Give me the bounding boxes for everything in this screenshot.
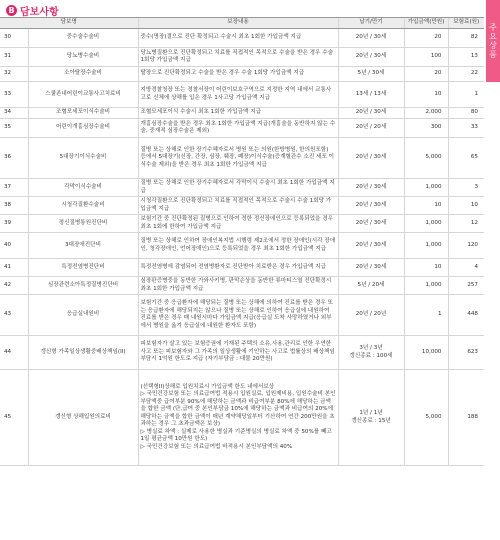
row-amount: 1,000 [404, 277, 448, 295]
row-premium: 22 [448, 67, 484, 82]
row-amount: 1,000 [404, 179, 448, 197]
table-row [0, 336, 484, 370]
row-period: 20년 / 30세 [338, 138, 404, 179]
table-row [0, 179, 484, 197]
row-name: 응급실내원비 [28, 295, 138, 336]
row-description: 특정전염병에 감염되어 전염병환자로 진단받아 치료받은 경우 가입금액 지급 [138, 259, 338, 277]
row-name: 3대장애진단비 [28, 233, 138, 259]
row-amount: 20 [404, 29, 448, 48]
row-period: 20년 / 30세 [338, 197, 404, 215]
row-number: 36 [0, 138, 28, 179]
table-row [0, 370, 484, 466]
row-description: (선택형II)상해로 입원치료시 가입금액 한도 내에서보상 ▷ 국민건강보험 또는 의료급여법 적용시 입원실료, 입원제비용, 입원수술비 본인부담액중 급여부분 90%에 해당하는 금액과 비급여부분 80%에 해당하는 금액을 합한 금액 (단,급여 중 본인부담금 10%에 해당하는 금액과 비급여의 20%에 해당하는 금액을 합한 금액이 매년 계약해당일부터 기산하여 연간 200만원을 초과하는 경우 그 초과금액은 보상) ▷ 병실료 차액 : 실제로 사용한 병실과 기준병실의 병실료 차액 중 50%를 빼고 1일 평균금액 10만원 한도) ▷ 국민건강보험 또는 의료급여법 비적용시 본인부담액의 40% [138, 370, 338, 466]
row-period: 3년 / 3년 갱신종료 : 100세 [338, 336, 404, 370]
row-description: 보험기간 중 진단확정된 질병으로 인하여 정한 정신장애인으로 등록되었을 경우 최초 1회에 한하여 가입금액 지급 [138, 215, 338, 233]
row-premium: 65 [448, 138, 484, 179]
row-period: 20년 / 30세 [338, 215, 404, 233]
row-name: 각막이식수술비 [28, 179, 138, 197]
row-name: 정신질병통원진단비 [28, 215, 138, 233]
row-amount: 10 [404, 197, 448, 215]
row-premium: 3 [448, 179, 484, 197]
section-header [6, 4, 59, 16]
row-amount: 1,000 [404, 215, 448, 233]
col-header-desc: 보장내용 [138, 18, 338, 29]
row-period: 20년 / 30세 [338, 108, 404, 119]
table-row [0, 215, 484, 233]
row-period: 20년 / 30세 [338, 179, 404, 197]
row-number: 33 [0, 82, 28, 108]
row-number: 34 [0, 108, 28, 119]
row-amount: 1 [404, 295, 448, 336]
row-name: 스쿨존내어린이교통사고치료비 [28, 82, 138, 108]
row-number: 30 [0, 29, 28, 48]
row-premium: 257 [448, 277, 484, 295]
table-row [0, 108, 484, 119]
row-number: 44 [0, 336, 28, 370]
row-premium: 4 [448, 259, 484, 277]
col-header-name: 담보명 [0, 18, 138, 29]
table-row [0, 197, 484, 215]
row-description: 보험기간 중 응급환자에 해당되는 질병 또는 상해에 의하여 진료를 받은 경우 또는 응급환자에 해당되지는 않으나 질병 또는 상해로 인하여 응급실에 내원하여 진료를 받은 경우 매 내원시마다 가입금액 지급(응급실 도착 사망하였거나 외부에서 병원을 옮겨 응급실에 내원한 환자도 포함) [138, 295, 338, 336]
row-description: 당뇨병질환으로 진단확정되고 치료를 직접적인 목적으로 수술을 받은 경우 수술 1회당 가입금액 지급 [138, 48, 338, 67]
row-name: 어린이개흉심장수술비 [28, 119, 138, 138]
row-description: 질병 또는 상해로 인한 장기수혜자로서 각막이식 수술시 최초 1회한 가입금액 지급 [138, 179, 338, 197]
row-amount: 1,000 [404, 233, 448, 259]
row-period: 1년 / 1년 갱신종료 : 15년 [338, 370, 404, 466]
row-name: 심장관련소아특정질병진단비 [28, 277, 138, 295]
table-row [0, 48, 484, 67]
row-description: 심장판증병중을 동반한 가와사키병, 판막손상을 동반한 류마티스열 진단확정시 최초 1회한 가입금액 지급 [138, 277, 338, 295]
row-number: 41 [0, 259, 28, 277]
table-row [0, 295, 484, 336]
row-description: 피보험자가 살고 있는 보험증권에 기재된 주택의 소유,사용,관리로 인한 우연한 사고 또는 피보험자와 그 가족의 일상생활에 기인하는 사고로 법률상의 배상책임 부담시 1억원 한도로 지급 (자기부담금 : 대물 20만원) [138, 336, 338, 370]
row-premium: 10 [448, 197, 484, 215]
row-number: 32 [0, 67, 28, 82]
row-amount: 5,000 [404, 370, 448, 466]
row-description: 탈장으로 진단확정되고 수술을 받은 경우 수술 1회당 가입금액 지급 [138, 67, 338, 82]
row-name: 특정전염병진단비 [28, 259, 138, 277]
row-period: 5년 / 30세 [338, 67, 404, 82]
section-badge: B [6, 5, 17, 16]
row-number: 37 [0, 179, 28, 197]
table-row [0, 82, 484, 108]
row-period: 20년 / 20세 [338, 119, 404, 138]
row-period: 20년 / 30세 [338, 48, 404, 67]
row-description: 질병 또는 상해로 인하여 장애인복지법 시행령 제2조에서 정한 장애인(시각 장애인, 청각장애인, 언어장애인)으로 등록되었을 경우 최초 1회한 가입금액 지급 [138, 233, 338, 259]
row-description: 지방경찰청장 또는 경찰서장이 어린이보호구역으로 지정한 지역 내에서 교통사고로 신체에 상해를 입은 경우 1사고당 가입금액 지급 [138, 82, 338, 108]
row-premium: 80 [448, 108, 484, 119]
row-number: 45 [0, 370, 28, 466]
table-row [0, 67, 484, 82]
row-number: 31 [0, 48, 28, 67]
row-number: 40 [0, 233, 28, 259]
row-name: 조혈모세포이식수술비 [28, 108, 138, 119]
row-premium: 13 [448, 48, 484, 67]
row-number: 38 [0, 197, 28, 215]
row-period: 20년 / 30세 [338, 259, 404, 277]
row-period: 5년 / 20세 [338, 277, 404, 295]
row-amount: 100 [404, 48, 448, 67]
row-period: 13세 / 13세 [338, 82, 404, 108]
table-row [0, 119, 484, 138]
table-row [0, 233, 484, 259]
row-period: 20년 / 20년 [338, 295, 404, 336]
row-premium: 82 [448, 29, 484, 48]
table-row [0, 29, 484, 48]
row-amount: 10 [404, 82, 448, 108]
coverage-table [0, 17, 484, 466]
col-header-premium: 보험료(원) [448, 18, 484, 29]
row-number: 35 [0, 119, 28, 138]
row-name: 5대장기이식수술비 [28, 138, 138, 179]
row-name: 갱신형 상해입원의료비 [28, 370, 138, 466]
row-name: 시청각질환수술비 [28, 197, 138, 215]
row-number: 43 [0, 295, 28, 336]
row-name: 중수술수술비 [28, 29, 138, 48]
row-description: 질병 또는 상해로 인한 장기수혜자로서 병원 또는 의원(한방병원, 한의원포함) 등에서 5대장기(신장, 간장, 심장, 췌장, 폐장)이식수술(증계혈관수 소진 세포 이식수술 제외)을 받은 경우 최초 1회한 가입금액 지급 [138, 138, 338, 179]
row-name: 갱신형 가족일상생활중배상책임(II) [28, 336, 138, 370]
row-amount: 10 [404, 259, 448, 277]
table-row [0, 277, 484, 295]
table-row [0, 138, 484, 179]
row-premium: 33 [448, 119, 484, 138]
row-amount: 20 [404, 67, 448, 82]
row-premium: 12 [448, 215, 484, 233]
row-description: 시청각질환으로 진단확정되고 치료를 직접적인 목적으로 수술시 수술 1회당 가입금액 지급 [138, 197, 338, 215]
row-amount: 10,000 [404, 336, 448, 370]
row-name: 당뇨병수술비 [28, 48, 138, 67]
row-period: 20년 / 30세 [338, 233, 404, 259]
row-description: 조혈모세포이식 수술시 최초 1회한 가입금액 지급 [138, 108, 338, 119]
row-premium: 623 [448, 336, 484, 370]
row-description: 중수(명장)결으로 진단 확정되고 수술시 최초 1회한 가입금액 지급 [138, 29, 338, 48]
side-tab[interactable]: 주요상품 [486, 0, 500, 82]
row-amount: 2,000 [404, 108, 448, 119]
row-premium: 448 [448, 295, 484, 336]
table-header-row [0, 18, 484, 29]
row-premium: 120 [448, 233, 484, 259]
row-amount: 300 [404, 119, 448, 138]
row-period: 20년 / 30세 [338, 29, 404, 48]
section-title: 담보사항 [20, 6, 59, 18]
row-amount: 5,000 [404, 138, 448, 179]
table-row [0, 259, 484, 277]
row-number: 42 [0, 277, 28, 295]
row-description: 개흉심장수술을 받은 경우 최초 1회한 가입금액 지급(개흉술을 동반하지 않는 수술, 중재적 심장수술은 제외) [138, 119, 338, 138]
col-header-amount: 가입금액(만원) [404, 18, 448, 29]
row-premium: 188 [448, 370, 484, 466]
col-header-period: 납기/만기 [338, 18, 404, 29]
row-premium: 1 [448, 82, 484, 108]
row-number: 39 [0, 215, 28, 233]
row-name: 소아탈장수술비 [28, 67, 138, 82]
